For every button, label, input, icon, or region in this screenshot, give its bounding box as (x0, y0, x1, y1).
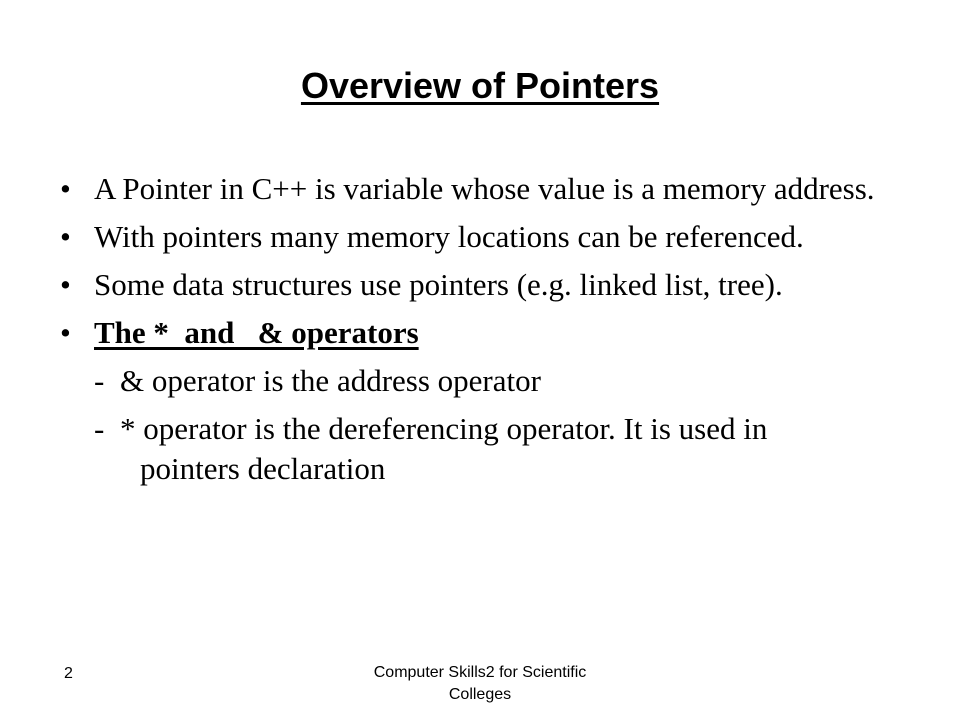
bullet-item (60, 220, 920, 254)
bullet-dot: • (60, 219, 71, 254)
bullet-text: The * and & operators (94, 315, 419, 350)
bullet-text: Some data structures use pointers (e.g. linked list, tree). (94, 267, 783, 302)
bullet-item-operators (60, 316, 920, 350)
sub-item (60, 412, 920, 486)
sub-text: & operator is the address operator (120, 363, 541, 398)
sub-item (60, 364, 920, 398)
bullet-dot: • (60, 171, 71, 206)
footer-line: Computer Skills2 for Scientific (373, 664, 587, 681)
bullet-item (60, 172, 920, 206)
sub-dash: - (94, 363, 105, 398)
bullet-item (60, 268, 920, 302)
footer-text (330, 662, 630, 706)
bullet-dot: • (60, 315, 71, 350)
sub-text-continuation: pointers declaration (140, 451, 386, 486)
slide-number: 2 (64, 665, 73, 682)
slide-body (60, 172, 920, 500)
slide-title: Overview of Pointers (300, 65, 660, 106)
sub-text: * operator is the dereferencing operator. It is used in (120, 411, 768, 446)
footer-line: Colleges (448, 686, 512, 703)
bullet-text: With pointers many memory locations can be referenced. (94, 219, 804, 254)
bullet-text: A Pointer in C++ is variable whose value is a memory address. (94, 171, 875, 206)
bullet-dot: • (60, 267, 71, 302)
sub-dash: - (94, 411, 105, 446)
